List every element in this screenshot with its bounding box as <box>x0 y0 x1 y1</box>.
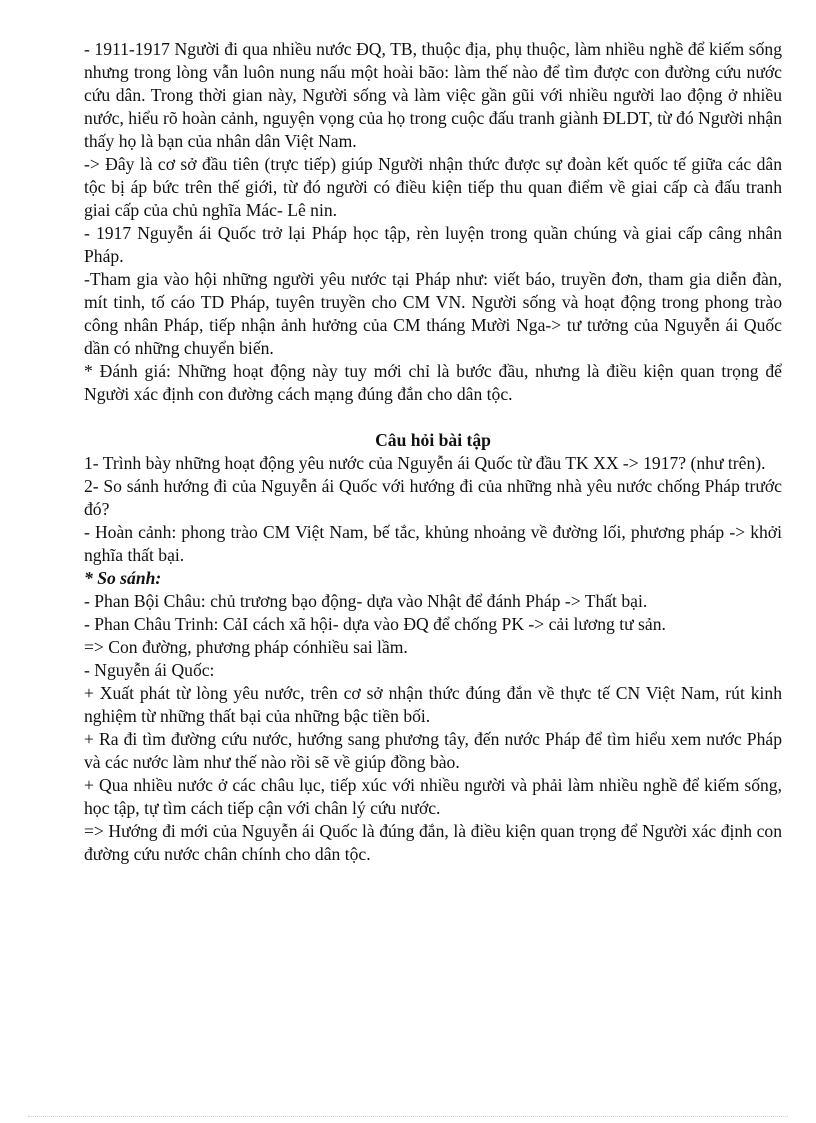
question-1: 1- Trình bày những hoạt động yêu nước của Nguyễn ái Quốc từ đầu TK XX -> 1917? (như trên). <box>84 453 766 473</box>
paragraph-conclusion-2: => Hướng đi mới của Nguyễn ái Quốc là đúng đắn, là điều kiện quan trọng để Người xác định con đường cứu nước chân chính cho dân tộc. <box>84 821 782 864</box>
page-bottom-divider <box>28 1116 788 1117</box>
paragraph-phan-chau-trinh: - Phan Châu Trinh: CảI cách xã hội- dựa vào ĐQ để chống PK -> cải lương tư sản. <box>84 614 666 634</box>
bullet-origin: + Xuất phát từ lòng yêu nước, trên cơ sở nhận thức đúng đắn về thực tế CN Việt Nam, rút kinh nghiệm từ những thất bại của những bậc tiền bối. <box>84 683 782 726</box>
bullet-west: + Ra đi tìm đường cứu nước, hướng sang phương tây, đến nước Pháp để tìm hiểu xem nước Pháp và các nước làm như thế nào rồi sẽ về giúp đồng bào. <box>84 729 782 772</box>
document-page <box>84 38 782 866</box>
paragraph-nguyen-ai-quoc: - Nguyễn ái Quốc: <box>84 660 215 680</box>
paragraph-activities: -Tham gia vào hội những người yêu nước tại Pháp như: viết báo, truyền đơn, tham gia diễn đàn, mít tinh, tố cáo TD Pháp, tuyên truyền cho CM VN. Người sống và hoạt động trong phong trào công nhân Pháp, tiếp nhận ảnh hưởng của CM tháng Mười Nga-> tư tưởng của Nguyễn ái Quốc dần có những chuyển biến. <box>84 269 782 358</box>
exercise-heading: Câu hỏi bài tập <box>375 430 491 450</box>
section-spacer <box>84 406 782 429</box>
paragraph-conclusion-1: => Con đường, phương pháp cónhiều sai lầm. <box>84 637 408 657</box>
compare-label: * So sánh: <box>84 568 162 588</box>
paragraph-context: - Hoàn cảnh: phong trào CM Việt Nam, bế tắc, khủng nhoảng về đường lối, phương pháp -> khởi nghĩa thất bại. <box>84 522 782 565</box>
question-2: 2- So sánh hướng đi của Nguyễn ái Quốc với hướng đi của những nhà yêu nước chống Pháp trước đó? <box>84 476 782 519</box>
paragraph-phan-boi-chau: - Phan Bội Châu: chủ trương bạo động- dựa vào Nhật để đánh Pháp -> Thất bại. <box>84 591 648 611</box>
bullet-travel: + Qua nhiều nước ở các châu lục, tiếp xúc với nhiều người và phải làm nhiều nghề để kiếm sống, học tập, tự tìm cách tiếp cận với chân lý cứu nước. <box>84 775 782 818</box>
paragraph-basis: -> Đây là cơ sở đầu tiên (trực tiếp) giúp Người nhận thức được sự đoàn kết quốc tế giữa các dân tộc bị áp bức trên thế giới, từ đó người có điều kiện tiếp thu quan điểm về giai cấp cà đấu tranh giai cấp của chủ nghĩa Mác- Lê nin. <box>84 154 782 220</box>
paragraph-1911-1917: - 1911-1917 Người đi qua nhiều nước ĐQ, TB, thuộc địa, phụ thuộc, làm nhiều nghề để kiếm sống nhưng trong lòng vẫn luôn nung nấu một hoài bão: làm thế nào để tìm được con đường cứu nước cứu dân. Trong thời gian này, Người sống và làm việc gần gũi với nhiều người lao động ở nhiều nước, hiểu rõ hoàn cảnh, nguyện vọng của họ trong cuộc đấu tranh giành ĐLDT, từ đó Người nhận thấy họ là bạn của nhân dân Việt Nam. <box>84 39 782 151</box>
paragraph-assessment: * Đánh giá: Những hoạt động này tuy mới chỉ là bước đầu, nhưng là điều kiện quan trọng để Người xác định con đường cách mạng đúng đắn cho dân tộc. <box>84 361 782 404</box>
paragraph-1917-return: - 1917 Nguyễn ái Quốc trở lại Pháp học tập, rèn luyện trong quần chúng và giai cấp câng nhân Pháp. <box>84 223 782 266</box>
